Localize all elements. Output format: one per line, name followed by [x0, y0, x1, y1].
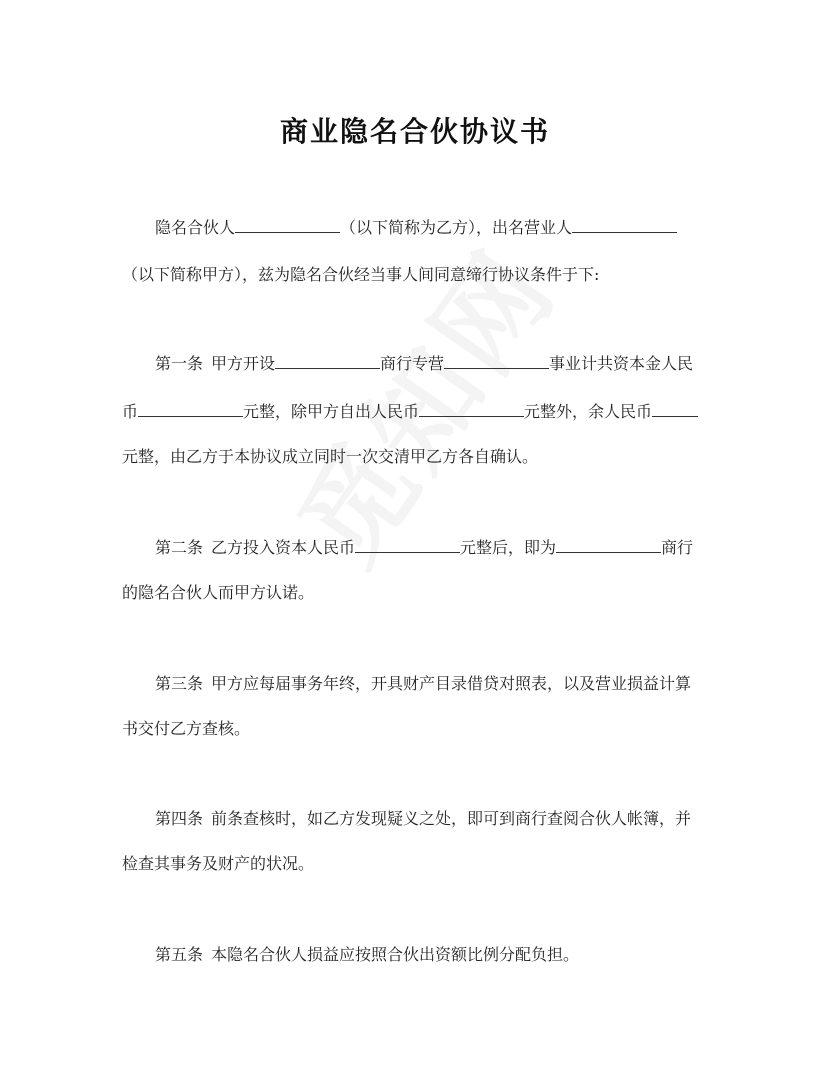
article-5-line-1 — [155, 944, 579, 966]
intro-line-2: （以下简称甲方），兹为隐名合伙经当事人间同意缔行协议条件于下: — [122, 265, 600, 284]
article-1-text-d: 币 — [122, 402, 139, 421]
intro-text-b: （以下简称为乙方），出名营业人 — [340, 218, 573, 237]
document-title: 商业隐名合伙协议书 — [279, 115, 550, 148]
party-a-capital-blank[interactable] — [419, 400, 524, 417]
article-2-line-1 — [155, 536, 693, 559]
article-1-line-2 — [122, 400, 698, 423]
article-2-text-b: 元整后，即为 — [460, 538, 557, 557]
article-5-text: 本隐名合伙人损益应按照合伙出资额比例分配负担。 — [211, 945, 580, 964]
article-4-line-2: 检查其事务及财产的状况。 — [122, 854, 315, 873]
article-1-line-3: 元整，由乙方于本协议成立同时一次交清甲乙方各自确认。 — [122, 447, 539, 466]
article-2-label: 第二条 — [155, 538, 204, 557]
article-2-text-c: 商行 — [661, 538, 694, 557]
article-1-text-c: 事业计共资本金人民 — [549, 354, 694, 373]
article-1-label: 第一条 — [155, 354, 204, 373]
silent-partner-blank[interactable] — [235, 216, 340, 233]
article-3-label: 第三条 — [155, 674, 204, 693]
article-4-label: 第四条 — [155, 809, 204, 828]
remaining-capital-blank[interactable] — [652, 400, 698, 417]
party-b-capital-blank[interactable] — [355, 536, 460, 553]
article-2-line-2: 的隐名合伙人而甲方认诺。 — [122, 583, 315, 602]
operating-partner-blank[interactable] — [572, 216, 677, 233]
article-1-line-1 — [155, 352, 693, 375]
intro-text-a: 隐名合伙人 — [155, 218, 236, 237]
firm-name-blank-2[interactable] — [556, 536, 661, 553]
article-3-text: 甲方应每届事务年终，开具财产目录借贷对照表，以及营业损益计算 — [211, 674, 692, 693]
article-1-text-f: 元整外，余人民币 — [524, 402, 653, 421]
article-4-text: 前条查核时，如乙方发现疑义之处，即可到商行查阅合伙人帐簿，并 — [211, 809, 692, 828]
article-1-text-b: 商行专营 — [380, 354, 445, 373]
article-3-line-2: 书交付乙方查核。 — [122, 719, 251, 738]
article-5-label: 第五条 — [155, 945, 204, 964]
article-1-text-e: 元整，除甲方自出人民币 — [243, 402, 420, 421]
article-2-text-a: 乙方投入资本人民币 — [211, 538, 356, 557]
firm-name-blank[interactable] — [275, 352, 380, 369]
intro-line-1 — [155, 216, 677, 239]
total-capital-blank[interactable] — [138, 400, 243, 417]
article-4-line-1 — [155, 808, 691, 830]
article-1-text-a: 甲方开设 — [211, 354, 276, 373]
business-scope-blank[interactable] — [444, 352, 549, 369]
article-3-line-1 — [155, 673, 691, 695]
